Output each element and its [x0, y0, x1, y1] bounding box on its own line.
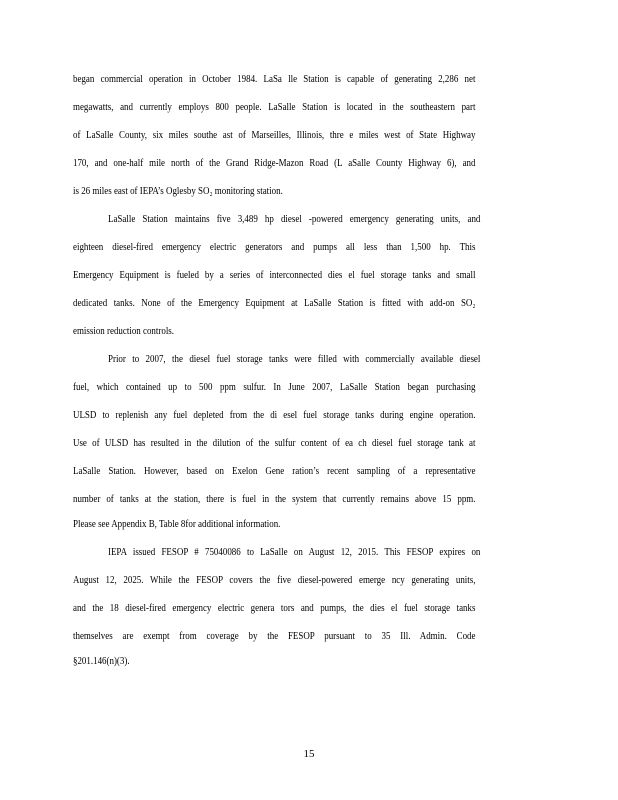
paragraph-3-line-3: ULSD to replenish any fuel depleted from the di esel fuel storage tanks during engine operation. — [73, 410, 476, 421]
paragraph-2-line-5: emission reduction controls. — [73, 326, 175, 337]
paragraph-4-line-4: themselves are exempt from coverage by the FESOP pursuant to 35 Ill. Admin. Code — [73, 631, 476, 642]
paragraph-2-line-2: eighteen diesel-fired emergency electric generators and pumps all less than 1,500 hp. This — [73, 242, 476, 253]
paragraph-3-line-1: Prior to 2007, the diesel fuel storage tanks were filled with commercially available diesel — [108, 354, 481, 365]
paragraph-3-line-7: Please see Appendix B, Table 8for additional information. — [73, 519, 281, 530]
page-number: 15 — [303, 748, 315, 760]
paragraph-4-line-3: and the 18 diesel-fired emergency electric genera tors and pumps, the dies el fuel storage tanks — [73, 603, 476, 614]
paragraph-3-line-2: fuel, which contained up to 500 ppm sulfur. In June 2007, LaSalle Station began purchasing — [73, 382, 476, 393]
paragraph-3-line-4: Use of ULSD has resulted in the dilution of the sulfur content of ea ch diesel fuel storage tank at — [73, 438, 476, 449]
paragraph-1-line-5: is 26 miles east of IEPA’s Oglesby SO₂ monitoring station. — [73, 186, 283, 197]
paragraph-4-line-1: IEPA issued FESOP # 75040086 to LaSalle on August 12, 2015. This FESOP expires on — [108, 547, 481, 558]
paragraph-2-line-3: Emergency Equipment is fueled by a series of interconnected dies el fuel storage tanks and small — [73, 270, 476, 281]
paragraph-1-line-3: of LaSalle County, six miles southe ast of Marseilles, Illinois, thre e miles west of State Highway — [73, 130, 476, 141]
paragraph-3-line-6: number of tanks at the station, there is fuel in the system that currently remains above 15 ppm. — [73, 494, 476, 505]
paragraph-4-line-5: §201.146(n)(3). — [73, 656, 130, 667]
paragraph-3-line-5: LaSalle Station. However, based on Exelon Gene ration’s recent sampling of a representative — [73, 466, 476, 477]
paragraph-4-line-2: August 12, 2025. While the FESOP covers the five diesel-powered emerge ncy generating units, — [73, 575, 476, 586]
paragraph-2-line-4: dedicated tanks. None of the Emergency Equipment at LaSalle Station is fitted with add-on SO₂ — [73, 298, 476, 309]
paragraph-1-line-4: 170, and one-half mile north of the Grand Ridge-Mazon Road (L aSalle County Highway 6), and — [73, 158, 476, 169]
paragraph-1-line-1: began commercial operation in October 1984. LaSa lle Station is capable of generating 2,286 net — [73, 74, 476, 85]
paragraph-2-line-1: LaSalle Station maintains five 3,489 hp diesel -powered emergency generating units, and — [108, 214, 481, 225]
paragraph-1-line-2: megawatts, and currently employs 800 people. LaSalle Station is located in the southeastern part — [73, 102, 476, 113]
